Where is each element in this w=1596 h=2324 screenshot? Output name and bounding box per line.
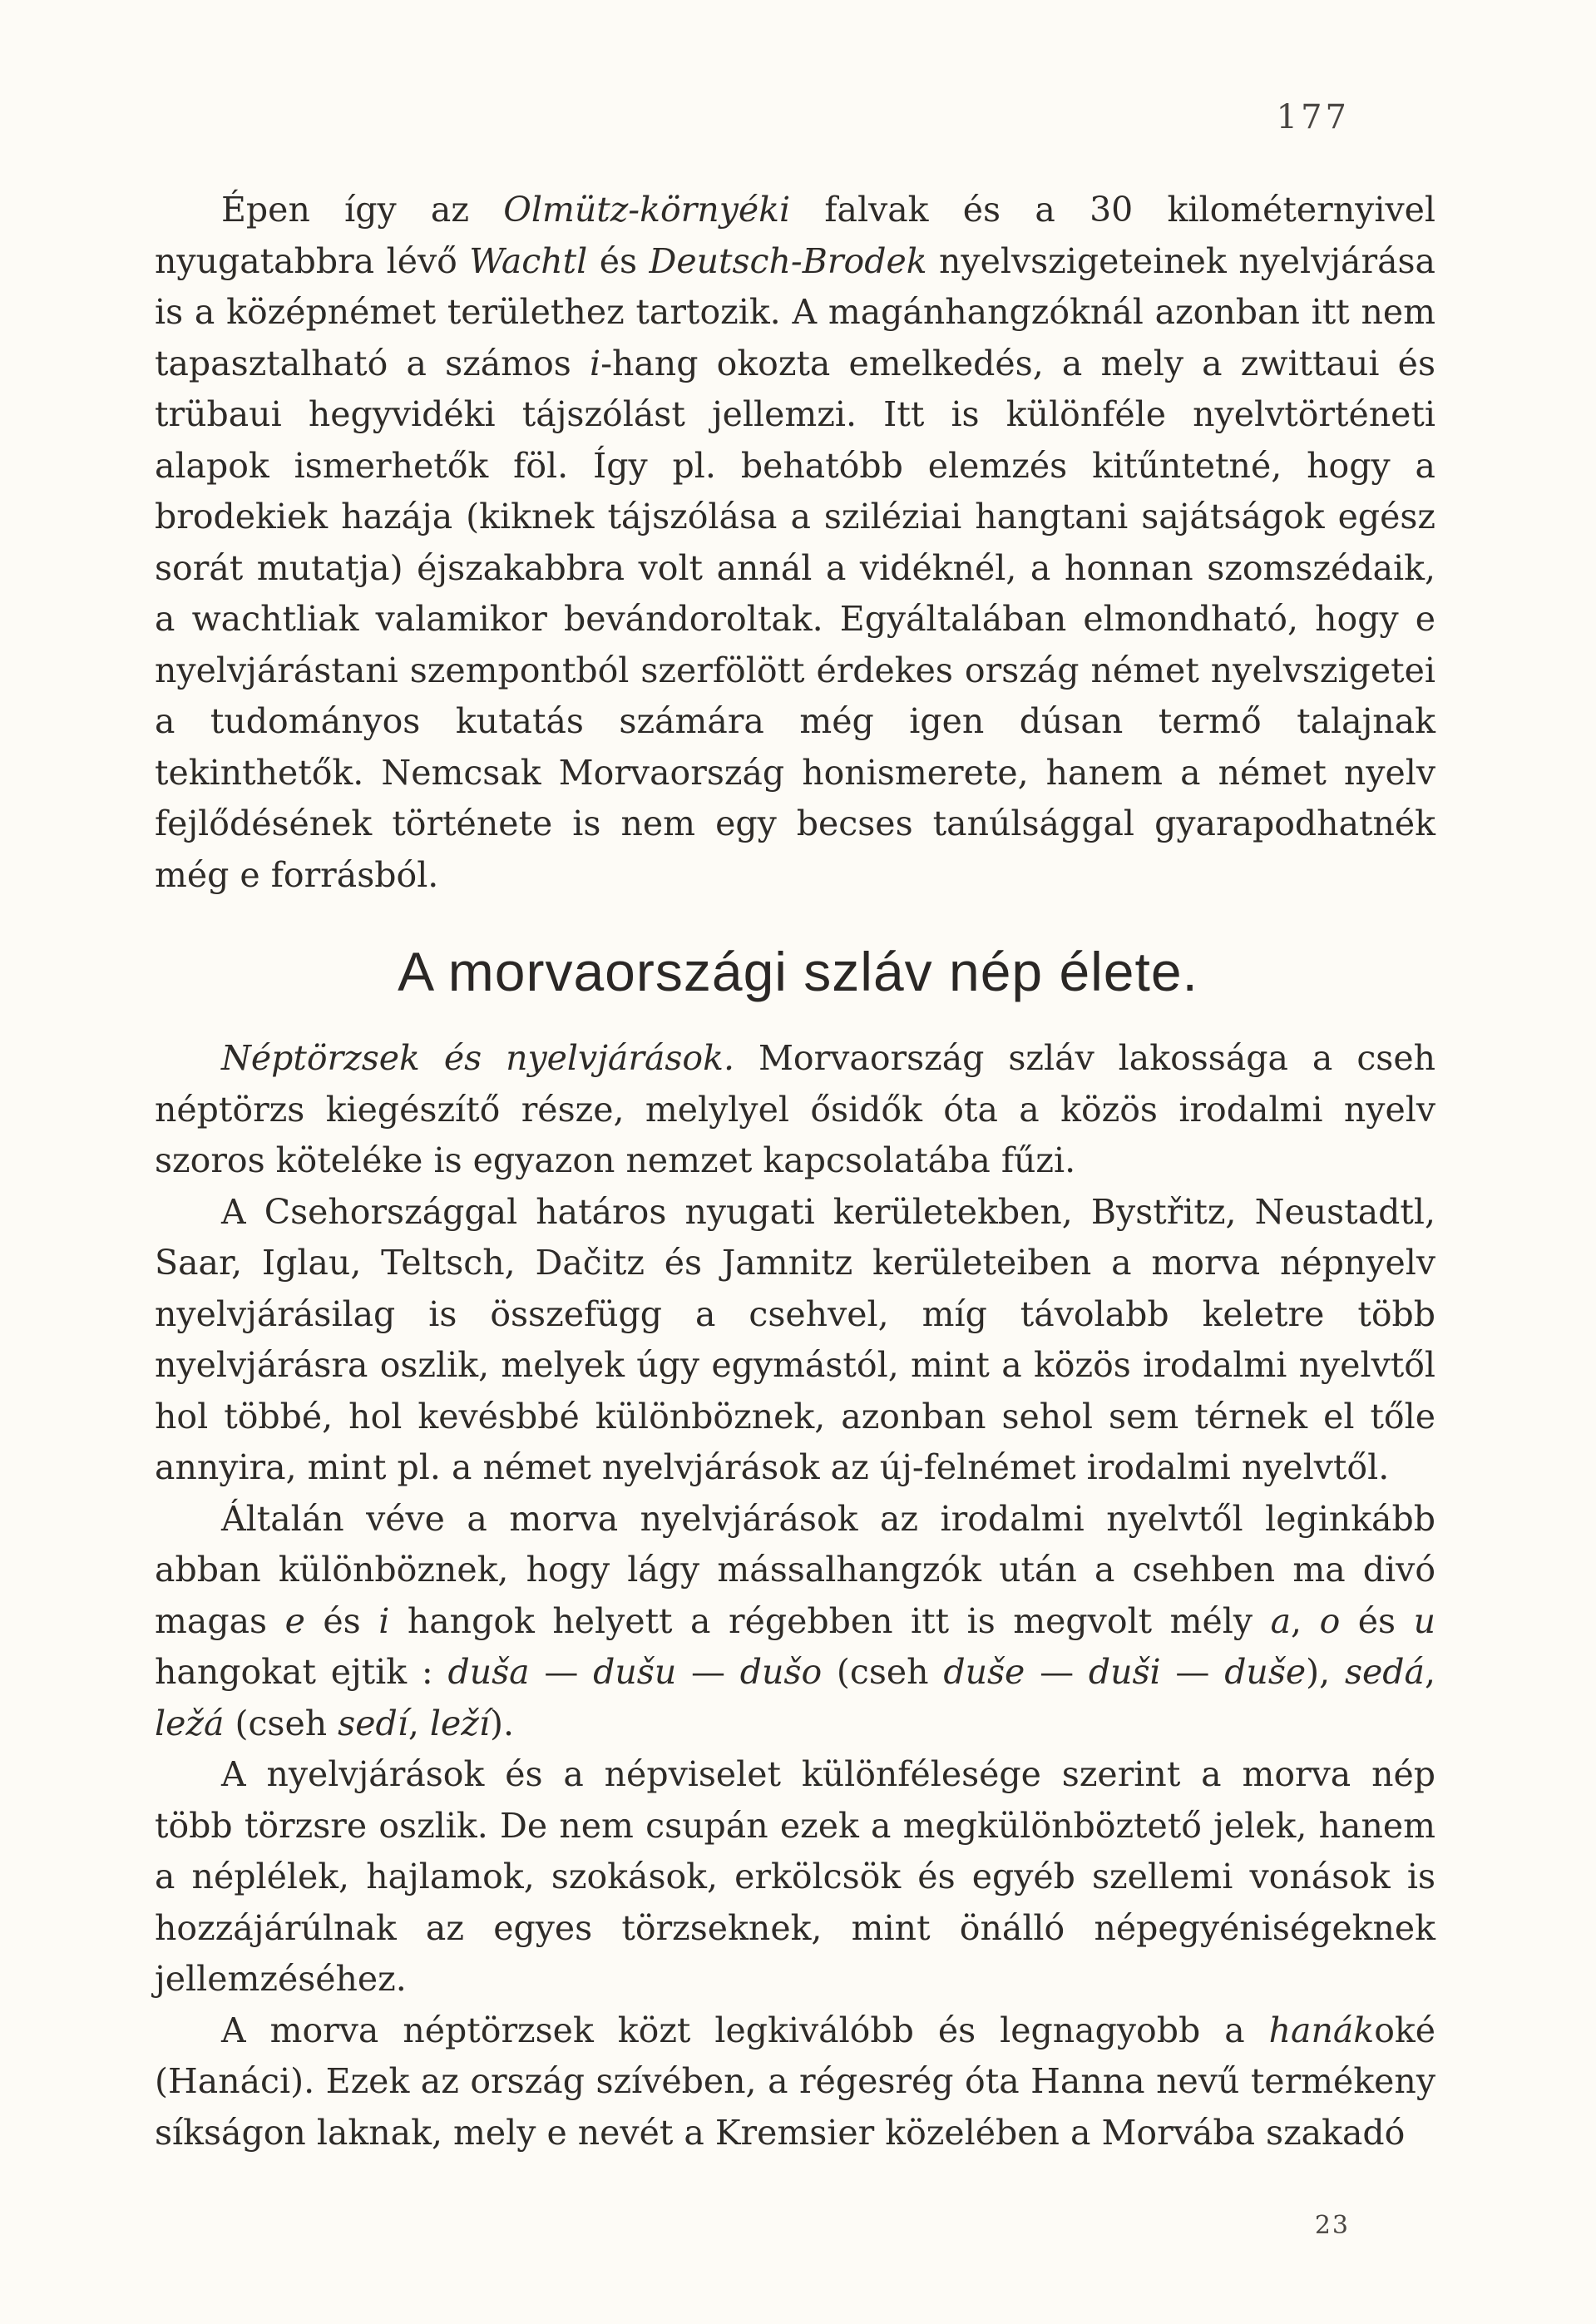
italic-run: leží <box>429 1703 490 1743</box>
text-run: Épen így az <box>221 190 504 230</box>
text-run: Általán véve a morva nyelvjárások az irodalmi nyelvtől leginkább abban különböznek, hogy lágy mássalhangzók után a csehben ma divó magas <box>155 1498 1435 1641</box>
section-heading: A morvaországi szláv nép élete. <box>398 941 1198 1002</box>
text-run: (cseh <box>224 1703 338 1743</box>
text-run: A Csehországgal határos nyugati kerületekben, Bystřitz, Neustadtl, Saar, Iglau, Teltsch, Dačitz és Jamnitz kerületeiben a morva népnyelv nyelvjárásilag is összefügg a csehvel, míg távolabb keletre több nyelvjárásra oszlik, melyek úgy egymástól, mint a közös irodalmi nyelvtől hol többé, hol kevésbbé különböznek, azonban sehol sem térnek el tőle annyira, mint pl. a német nyelvjárások az új-felnémet irodalmi nyelvtől. <box>155 1191 1435 1487</box>
text-run: Morvaország szláv lakossága a cseh néptörzs kiegészítő része, melylyel ősidők óta a közös irodalmi nyelv szoros köteléke is egyazon nemzet kapcsolatába fűzi. <box>155 1038 1435 1180</box>
text-run: — <box>529 1652 594 1692</box>
paragraph <box>155 1494 1435 1750</box>
text-run: falvak és a 30 kilométernyivel nyugatabbra lévő <box>155 190 1435 281</box>
italic-run: duša <box>447 1652 530 1692</box>
italic-run: i <box>378 1600 390 1641</box>
italic-run: o <box>1319 1600 1341 1641</box>
section-text-block <box>155 1033 1435 2158</box>
italic-run: duši <box>1088 1652 1161 1692</box>
italic-run: Néptörzsek és nyelvjárások. <box>221 1038 734 1078</box>
italic-run: dušo <box>739 1652 823 1692</box>
italic-run: Wachtl <box>469 240 588 281</box>
text-run: oké (Hanáci). Ezek az ország szívében, a régesrég óta Hanna nevű termékeny síkságon laknak, mely e nevét a Kremsier közelében a Morvába szakadó <box>155 2010 1435 2153</box>
text-run: (cseh <box>822 1652 944 1692</box>
text-run: , <box>1424 1652 1435 1692</box>
text-run: — <box>1025 1652 1089 1692</box>
italic-run: ležá <box>155 1703 225 1743</box>
text-run: és <box>587 240 650 281</box>
paragraph <box>155 1187 1435 1494</box>
text-run: A nyelvjárások és a népviselet különfélesége szerint a morva nép több törzsre oszlik. De nem csupán ezek a megkülönböztető jelek, hanem a néplélek, hajlamok, szokások, erkölcsök és egyéb szellemi vonások is hozzájárúlnak az egyes törzseknek, mint önálló népegyéniségeknek jellemzéséhez. <box>155 1754 1435 1999</box>
paragraph <box>155 1033 1435 1187</box>
text-run: hangok helyett a régebben itt is megvolt mély <box>389 1600 1271 1641</box>
text-run: — <box>1160 1652 1225 1692</box>
text-run: -hang okozta emelkedés, a mely a zwittaui és trübaui hegyvidéki tájszólást jellemzi. Itt is különféle nyelvtörténeti alapok ismerhetők föl. Így pl. behatóbb elemzés kitűntetné, hogy a brodekiek hazája (kiknek tájszólása a sziléziai hangtani sajátságok egész sorát mutatja) éjszakabbra volt annál a vidéknél, a honnan szomszédaik, a wachtliak valamikor bevándoroltak. Egyáltalában elmondható, hogy e nyelvjárástani szempontból szerfölött érdekes ország német nyelvszigetei a tudományos kutatás számára még igen dúsan termő talajnak tekinthetők. Nemcsak Morvaország honismerete, hanem a német nyelv fejlődésének története is nem egy becses tanúlsággal gyarapodhatnék még e forrásból. <box>155 343 1435 895</box>
page-number: 177 <box>1276 98 1350 136</box>
italic-run: hanák <box>1268 2010 1375 2050</box>
paragraph <box>155 2005 1435 2159</box>
text-run: , <box>1291 1600 1320 1641</box>
paragraph <box>155 1749 1435 2005</box>
text-run: — <box>676 1652 740 1692</box>
text-run: A morva néptörzsek közt legkiválóbb és legnagyobb a <box>221 2010 1269 2050</box>
text-run: , <box>408 1703 430 1743</box>
italic-run: i <box>589 343 601 383</box>
signature-mark: 23 <box>1314 2211 1350 2240</box>
italic-run: u <box>1413 1600 1436 1641</box>
italic-run: sedá <box>1344 1652 1425 1692</box>
italic-run: Deutsch-Brodek <box>649 240 927 281</box>
italic-run: sedí <box>338 1703 408 1743</box>
italic-run: duše <box>1224 1652 1307 1692</box>
paragraph <box>155 185 1435 901</box>
text-run: hangokat ejtik : <box>155 1652 448 1692</box>
text-run: és <box>1340 1600 1414 1641</box>
italic-run: duše <box>943 1652 1025 1692</box>
text-run: ). <box>490 1703 515 1743</box>
intro-text-block <box>155 185 1435 901</box>
text-run: ), <box>1306 1652 1345 1692</box>
italic-run: dušu <box>593 1652 677 1692</box>
italic-run: a <box>1270 1600 1292 1641</box>
text-run: nyelvszigeteinek nyelvjárása is a középnémet területhez tartozik. A magánhangzóknál azonban itt nem tapasztalható a számos <box>155 240 1436 383</box>
italic-run: Olmütz-környéki <box>503 190 791 230</box>
italic-run: e <box>284 1600 305 1641</box>
text-run: és <box>304 1600 379 1641</box>
